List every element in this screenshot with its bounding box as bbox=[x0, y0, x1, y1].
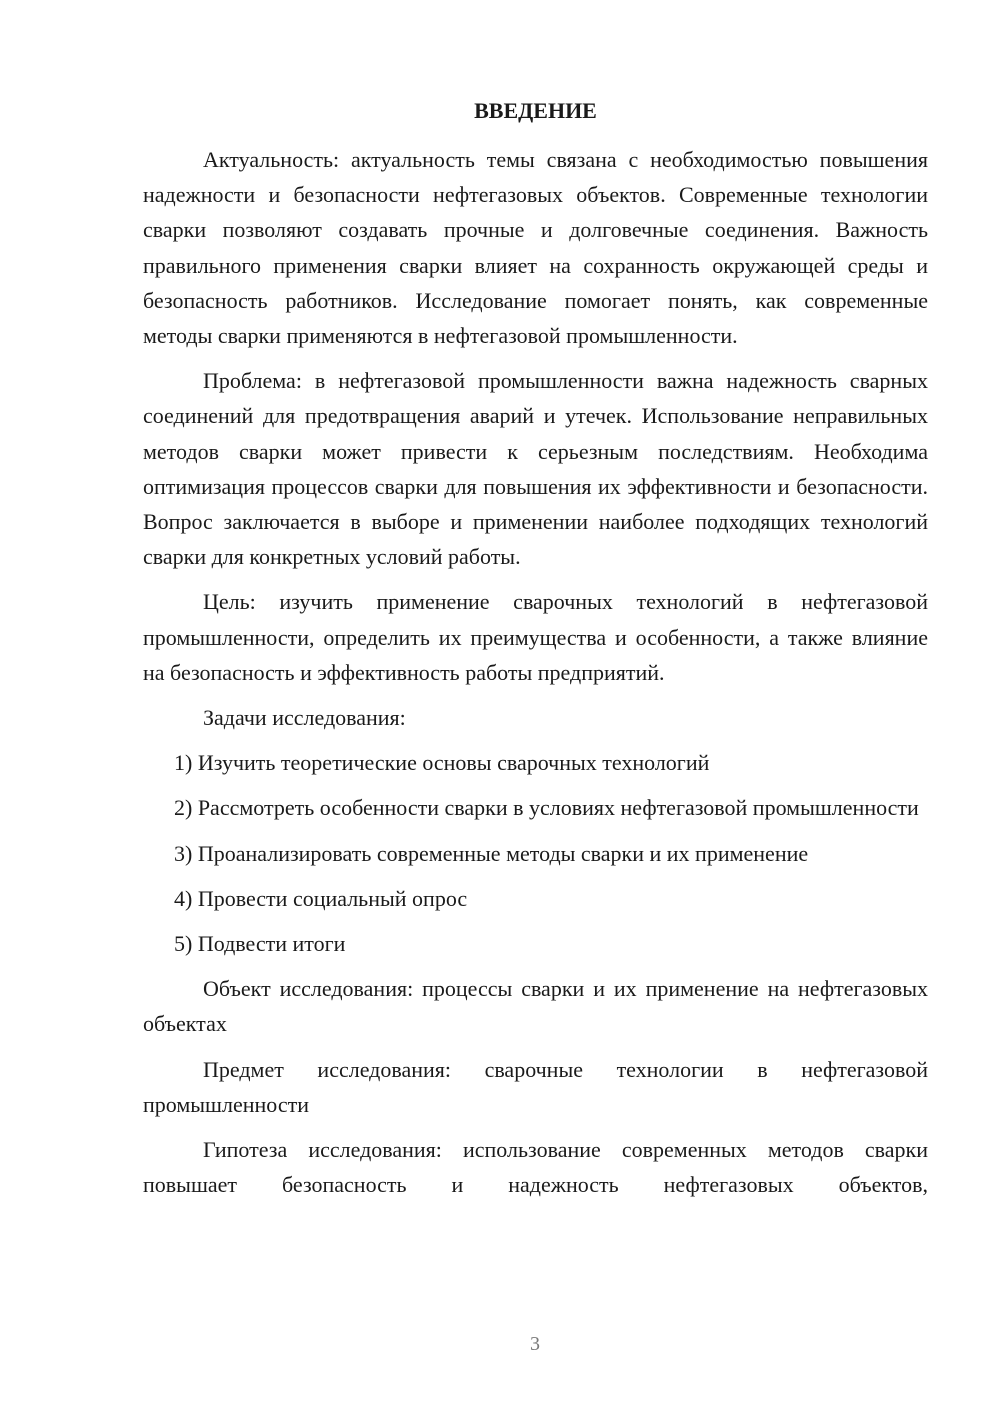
task-item: 1) Изучить теоретические основы сварочных технологий bbox=[174, 750, 710, 776]
task-item: 4) Провести социальный опрос bbox=[174, 885, 468, 911]
task-item: 2) Рассмотреть особенности сварки в условиях нефтегазовой промышленности bbox=[174, 795, 919, 821]
task-item: 3) Проанализировать современные методы сварки и их применение bbox=[174, 840, 809, 866]
page-number: 3 bbox=[530, 1333, 540, 1355]
problem-paragraph: Проблема: в нефтегазовой промышленности важна надежность сварных соединений для предотвращения аварий и утечек. Использование неправильных методов сварки может привести к серьезным последствиям. Необходима оптимизация процессов сварки для повышения их эффективности и безопасности. Вопрос заключается в выборе и применении наиболее подходящих технологий сварки для конкретных условий работы. bbox=[143, 368, 928, 570]
hypothesis-paragraph: Гипотеза исследования: использование современных методов сварки повышает безопасность и надежность нефтегазовых объектов, bbox=[143, 1137, 928, 1198]
goal-paragraph: Цель: изучить применение сварочных технологий в нефтегазовой промышленности, определить их преимущества и особенности, а также влияние на безопасность и эффективность работы предприятий. bbox=[143, 589, 928, 685]
object-paragraph: Объект исследования: процессы сварки и их применение на нефтегазовых объектах bbox=[143, 976, 928, 1037]
subject-paragraph: Предмет исследования: сварочные технологии в нефтегазовой промышленности bbox=[143, 1056, 928, 1117]
section-title: ВВЕДЕНИЕ bbox=[474, 98, 597, 123]
document-page bbox=[143, 95, 928, 1202]
relevance-paragraph: Актуальность: актуальность темы связана с необходимостью повышения надежности и безопасности нефтегазовых объектов. Современные технологии сварки позволяют создавать прочные и долговечные соединения. Важность правильного применения сварки влияет на сохранность окружающей среды и безопасность работников. Исследование помогает понять, как современные методы сварки применяются в нефтегазовой промышленности. bbox=[143, 147, 928, 349]
tasks-heading: Задачи исследования: bbox=[203, 705, 406, 731]
task-item: 5) Подвести итоги bbox=[174, 931, 346, 957]
